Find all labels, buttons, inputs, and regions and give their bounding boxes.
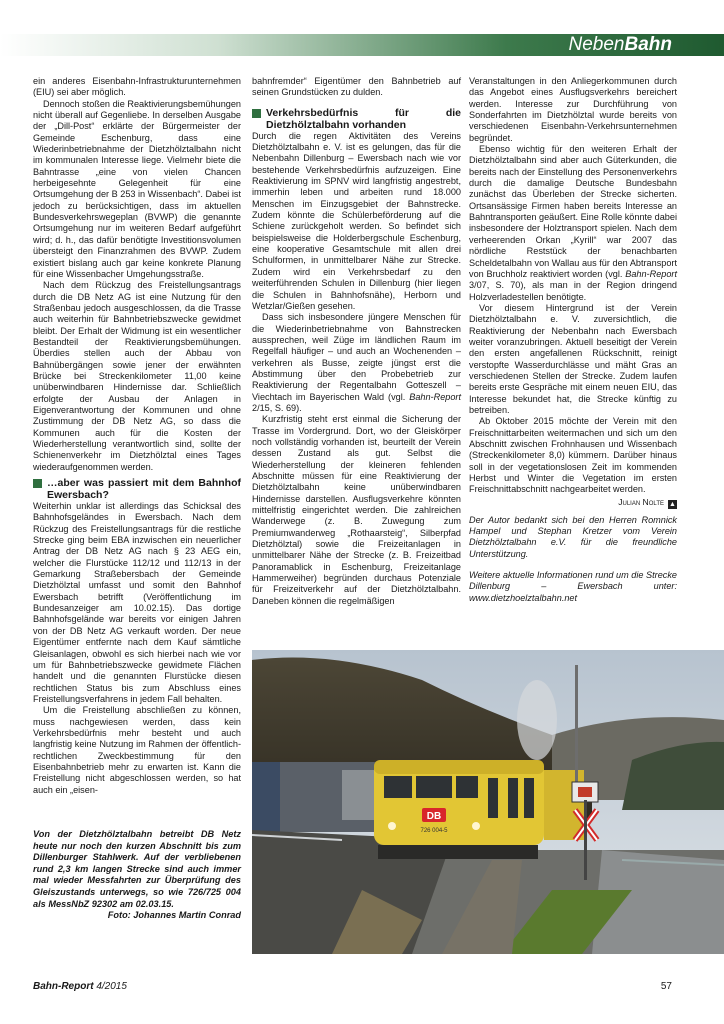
magazine-reference: Bahn-Report xyxy=(409,391,461,402)
section-title-part2: Bahn xyxy=(624,34,672,55)
photo-caption xyxy=(33,829,241,922)
issue-number: 4/2015 xyxy=(93,981,127,992)
column-3 xyxy=(469,76,677,604)
db-logo: DB xyxy=(426,811,442,822)
paragraph: Veranstaltungen in den Anliegerkommunen durch das Angebot eines Ausflugsverkehrs bereichert werden. Interesse zur Durchführung von Sonderfahrten im Dietzhölztal wurde bereits von verschiedenen Eisenbahn-Verkehrsunternehmen begründet. xyxy=(469,76,677,143)
section-title xyxy=(569,34,673,56)
text-run: 3/07, S. 70), als man in der Region dringend Holzverladestellen benötigte. xyxy=(469,280,677,302)
column-1 xyxy=(33,76,241,796)
magazine-reference: Bahn-Report xyxy=(625,268,677,279)
paragraph: Ab Oktober 2015 möchte der Verein mit den Freischnittarbeiten weitermachen und sich um den Abschnitt zwischen Frohnhausen und Wissenbach (Streckenkilometer 8,0) kümmern. Darüber hinaus soll in der vegetationslosen Zeit im kommenden Herbst und Winter die Vegetation im ersten Freischnittabschnitt nachgearbeitet werden. xyxy=(469,416,677,495)
section-title-part1: Neben xyxy=(568,34,625,55)
paragraph: Vor diesem Hintergrund ist der Verein Dietzhölztalbahn e. V. zuversichtlich, die Reaktivierung der Nebenbahn nach Ewersbach weiter voranzubringen. Aktuell beseitigt der Verein den ersten angefallenen Rückschnitt, reinigt verstopfte Wasserdurchlässe und mäht Gras an verschiedenen Stellen der Strecke. Zudem laufen bereits erste Gespräche mit einem neuen EIU, das Interesse bekundet hat, die Strecke künftig zu betreiben. xyxy=(469,302,677,415)
car-number: 726 004-5 xyxy=(420,828,448,834)
paragraph: Nach dem Rückzug des Freistellungsantrags durch die DB Netz AG ist eine Nutzung für den Straßenbau jedoch ausgeschlossen, da die Trasse auch weiterhin für Bahnbetriebszwecke gewidmet bleibt. Der Erhalt der Widmung ist ein wesentlicher Bestandteil der Reaktivierungsbemühungen. Überdies stellen auch der Abbau von Bahnübergängen sowie jener der erwähnten Brücke bei Streckenkilometer 11,00 keine unüberwindbaren Hindernisse dar. Schließlich erfolgte der Ausbau der Anlagen in Eigenverantwortung der Kommunen und ohne Zustimmung der DB Netz AG, so dass die Kommunen auch für die Kosten der Wiederherstellung verantwortlich sind, sollte der Schienenverkehr im Dietzhölztal eines Tages wiederaufgenommen werden. xyxy=(33,280,241,472)
column-2 xyxy=(252,76,461,607)
paragraph: Weiterhin unklar ist allerdings das Schicksal des Bahnhofsgeländes in Ewersbach. Nach dem Rückzug des Freistellungsantrags für die restliche Strecke ging beim EBA inzwischen ein neuerlicher Antrag der DB Netz AG nach § 23 AEG ein, welcher die Flurstücke 112/12 und 112/13 in der Gemarkung Straßebersbach der Gemeinde Dietzhölztal umfasst und somit den Bahnhof Ewersbach betrifft (Veröffentlichung im Bundesanzeiger am 10.02.15). Das dortige Bahnhofsgelände war bereits vor einigen Jahren von der DB Netz AG verkauft worden. Der neue Eigentümer entfernte nach dem Kauf sämtliche Gleisanlagen, obwohl es sich hierbei nach wie vor um für Bahnbetriebszwecke gewidmete Flächen handelt und die genannten Flurstücke diesen rechtlichen Status bis zum Abschluss eines Freistellungsverfahrens in jedem Fall behalten. xyxy=(33,501,241,704)
page-number: 57 xyxy=(660,981,672,992)
magazine-name: Bahn-Report xyxy=(33,981,94,992)
end-mark-icon: ▲ xyxy=(669,500,676,508)
text-run: 2/15, S. 69). xyxy=(252,402,302,413)
paragraph xyxy=(252,312,461,414)
paragraph: Kurzfristig steht erst einmal die Sicherung der Trasse im Vordergrund. Dort, wo der Gleiskörper noch vollständig vorhanden ist, beurteilt der Verein dessen Zustand als gut. Selbst die Wiederherstellung der kleineren fehlenden Abschnitte müssen für eine Reaktivierung der Dietzhölztalbahn keine unüberwindbaren Hindernisse darstellen. Ausflugsverkehre könnten mittelfristig eingerichtet werden. Die zahlreichen Wanderwege (z. B. Zuwegung zum Premiumwanderweg „Rothaarsteig“, Silberpfad Dietzhölztal) sowie die Freizeitanlagen in unmittelbarer Nähe der Strecke (z. B. Freizeitbad Panoramablick in Eschenburg, Freizeitanlage Hammerweiher) begründen durchaus Potenziale für Freizeitverkehr auf der Dietzhölztalbahn. Daneben können die regelmäßigen xyxy=(252,414,461,606)
author-line xyxy=(469,497,677,509)
paragraph: Dennoch stoßen die Reaktivierungsbemühungen nicht überall auf Gegenliebe. In derselben Ausgabe der „Dill-Post“ erklärte der Bürgermeister der Gemeinde Eschenburg, dass eine Wiederinbetriebnahme der Dietzhölztalbahn nicht im kommunalen Interesse liege. Vielmehr biete die Bahntrasse „eine von vielen Chancen herbeigesehnte Gelegenheit für eine Ortsumgehung der B 253 in Wissenbach“. Dabei ist jedoch zu berücksichtigen, dass im aktuellen Bundesverkehrswegeplan (BVWP) die genannte Ortsumgehung nur im weiteren Bedarf aufgeführt wird; d. h., das dafür benötigte Investitionsvolumen übersteigt den Finanzrahmen des BVWP. Zudem existiert bislang auch gar keine konkrete Planung für eine Wissenbacher Umgehungsstraße. xyxy=(33,98,241,279)
paragraph xyxy=(469,144,677,303)
text-run: Dass sich insbesondere jüngere Menschen für die Wiederinbetriebnahme von Bahnstrecken aussprechen, weil Züge im ländlichen Raum im Regelfall häufiger – und auch an Wochenenden – verkehren als Busse, zeigte jüngst erst die Abstimmung über den Probebetrieb zur Reaktivierung der Regentalbahn Gotteszell – Viechtach im Bayerischen Wald (vgl. xyxy=(252,312,461,402)
paragraph: bahnfremder“ Eigentümer den Bahnbetrieb auf seinen Grundstücken zu dulden. xyxy=(252,76,461,98)
caption-text: Von der Dietzhölztalbahn betreibt DB Netz heute nur noch den kurzen Abschnitt bis zum Dillenburger Stahlwerk. Auf der verbliebenen rund 2,3 km langen Strecke sind auch immer mal wieder Messfahrten zur Überprüfung des Gleiszustands unterwegs, so wie 726/725 004 als MessNbZ 92302 am 02.03.15. xyxy=(33,829,241,909)
train-photo-illustration xyxy=(252,650,724,954)
photo-credit: Foto: Johannes Martin Conrad xyxy=(107,910,241,921)
paragraph: Durch die regen Aktivitäten des Vereins Dietzhölztalbahn e. V. ist es gelungen, das für die Nebenbahn Dillenburg – Ewersbach nach wie vor bestehende Verkehrsbedürfnis aufzuzeigen. Eine Reaktivierung im SPNV wird langfristig angestrebt, immerhin leben und arbeiten rund 18.000 Menschen im Einzugsgebiet der Bahnstrecke. Zudem könnte die Schülerbeförderung auf die Schiene zurückgeholt werden. So befindet sich beispielsweise die Holderbergschule Eschenburg, eine kooperative Gesamtschule mit allen drei Schulformen, in unmittelbarer Nähe zur Strecke. Zudem wird ein Verkehrsbedarf zu den weiterführenden Schulen in Dillenburg (hier liegen die Schulen in Bahnhofsnähe), Herborn und Wetzlar/Gießen gesehen. xyxy=(252,130,461,311)
author-name: Julian Nolte xyxy=(618,496,664,507)
footer-magazine xyxy=(33,981,127,992)
paragraph: ein anderes Eisenbahn-Infrastrukturunternehmen (EIU) sei aber möglich. xyxy=(33,76,241,98)
acknowledgement: Der Autor bedankt sich bei den Herren Romnick Hampel und Stephan Kretzer vom Verein Dietzhölztalbahn e.V. für die freundliche Unterstützung. xyxy=(469,514,677,559)
train-photo xyxy=(252,650,724,954)
more-info: Weitere aktuelle Informationen rund um die Strecke Dillenburg – Ewersbach unter: www.dietzhoelztalbahn.net xyxy=(469,570,677,603)
text-run: Ebenso wichtig für den weiteren Erhalt der Dietzhölztalbahn sind aber auch Güterkunden, die bereits nach der Einstellung des Personenverkehrs durch die damalige Deutsche Bundesbahn zunächst das Überleben der Strecke sicherten. Ortsansässige Firmen haben bereits Interesse an Bahntransporten geäußert. Eine Rolle könnte dabei insbesondere der Holztransport spielen. Nach dem verheerenden Orkan „Kyrill“ war 2007 das nördliche Reststück der benachbarten Scheldetalbahn von Wallau aus für den Abtransport von Bruchholz reaktiviert worden (vgl. xyxy=(469,144,677,279)
paragraph: Um die Freistellung abschließen zu können, muss nachgewiesen werden, dass kein Verkehrsbedürfnis mehr besteht und auch langfristig keine Nutzung im Rahmen der öffentlich-rechtlichen Zweckbestimmung für den Eisenbahnbetrieb mehr zu erwarten ist. Kann die Freistellung nicht abgeschlossen werden, so hat auch ein „eisen- xyxy=(33,705,241,795)
subheading: Verkehrsbedürfnis für die Dietzhölztalbahn vorhanden xyxy=(252,107,461,131)
subheading: …aber was passiert mit dem Bahnhof Ewersbach? xyxy=(33,477,241,501)
